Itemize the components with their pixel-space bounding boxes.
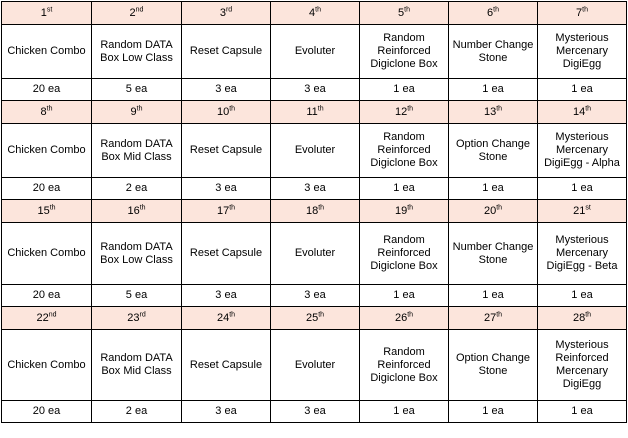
day-ordinal-suffix: th: [318, 310, 325, 318]
day-number-cell: [538, 307, 627, 330]
day-number-cell: [2, 2, 92, 25]
day-number-cell: [360, 307, 449, 330]
reward-quantity: 3 ea: [271, 285, 360, 307]
reward-item-name: Number Change Stone: [449, 25, 538, 79]
reward-item-name: Option Change Stone: [449, 124, 538, 178]
day-number: 17: [216, 204, 230, 217]
day-number: 9: [130, 105, 137, 118]
reward-item-name: Random Reinforced Digiclone Box: [360, 330, 449, 401]
reward-item-name: Evoluter: [271, 330, 360, 401]
day-ordinal-suffix: st: [585, 203, 591, 211]
day-number: 20: [483, 204, 497, 217]
day-number-cell: [538, 101, 627, 124]
day-number: 11: [306, 105, 318, 118]
day-ordinal-suffix: th: [585, 310, 592, 318]
reward-item-name: Random DATA Box Low Class: [92, 25, 182, 79]
reward-item-row: [2, 223, 627, 285]
day-ordinal-suffix: th: [229, 104, 236, 112]
reward-quantity-row: [2, 178, 627, 200]
reward-calendar: [1, 1, 627, 423]
day-number-cell: [271, 2, 360, 25]
reward-quantity: 20 ea: [2, 285, 92, 307]
day-number: 7: [576, 6, 583, 19]
day-number: 15: [37, 204, 50, 217]
day-ordinal-suffix: th: [315, 5, 321, 13]
reward-quantity: 20 ea: [2, 178, 92, 200]
day-number: 4: [309, 6, 316, 19]
day-number-row: [2, 307, 627, 330]
day-number: 13: [483, 105, 497, 118]
day-number-cell: [182, 200, 271, 223]
day-number: 24: [216, 311, 230, 324]
reward-item-row: [2, 124, 627, 178]
day-number-cell: [538, 200, 627, 223]
day-ordinal-suffix: th: [46, 104, 53, 112]
reward-item-name: Chicken Combo: [2, 124, 92, 178]
day-number-row: [2, 101, 627, 124]
day-number-cell: [360, 101, 449, 124]
reward-item-row: [2, 25, 627, 79]
day-number-cell: [92, 200, 182, 223]
day-number: 14: [572, 105, 586, 118]
day-ordinal-suffix: th: [496, 203, 503, 211]
reward-quantity: 1 ea: [360, 178, 449, 200]
reward-item-name: Random Reinforced Digiclone Box: [360, 25, 449, 79]
reward-item-name: Number Change Stone: [449, 223, 538, 285]
reward-item-row: [2, 330, 627, 401]
day-ordinal-suffix: th: [229, 203, 236, 211]
day-ordinal-suffix: nd: [135, 5, 144, 13]
reward-quantity: 3 ea: [271, 178, 360, 200]
day-ordinal-suffix: th: [139, 203, 146, 211]
reward-quantity: 3 ea: [182, 401, 271, 423]
reward-item-name: Mysterious Reinforced Mercenary DigiEgg: [538, 330, 627, 401]
day-number-cell: [360, 200, 449, 223]
reward-item-name: Reset Capsule: [182, 223, 271, 285]
day-number-cell: [449, 200, 538, 223]
reward-quantity: 20 ea: [2, 79, 92, 101]
day-number: 16: [127, 204, 140, 217]
day-number-cell: [92, 101, 182, 124]
day-number: 8: [40, 105, 47, 118]
day-ordinal-suffix: th: [496, 310, 503, 318]
reward-item-name: Mysterious Mercenary DigiEgg - Beta: [538, 223, 627, 285]
day-number-cell: [271, 200, 360, 223]
day-ordinal-suffix: th: [585, 104, 592, 112]
reward-quantity: 1 ea: [449, 285, 538, 307]
day-ordinal-suffix: th: [407, 203, 414, 211]
reward-quantity: 3 ea: [271, 401, 360, 423]
reward-quantity: 1 ea: [360, 79, 449, 101]
day-number-row: [2, 2, 627, 25]
day-number-row: [2, 200, 627, 223]
day-ordinal-suffix: th: [407, 104, 414, 112]
day-number-cell: [449, 2, 538, 25]
table-body: [2, 2, 627, 423]
day-number-cell: [449, 101, 538, 124]
day-number: 26: [394, 311, 408, 324]
day-number-cell: [92, 307, 182, 330]
day-ordinal-suffix: th: [582, 5, 588, 13]
day-ordinal-suffix: nd: [48, 310, 57, 318]
day-number-cell: [2, 307, 92, 330]
reward-quantity-row: [2, 285, 627, 307]
day-number: 10: [216, 105, 230, 118]
reward-quantity: 1 ea: [538, 79, 627, 101]
reward-quantity: 1 ea: [538, 285, 627, 307]
reward-quantity: 1 ea: [538, 401, 627, 423]
reward-quantity: 2 ea: [92, 401, 182, 423]
day-number-cell: [182, 2, 271, 25]
reward-item-name: Mysterious Mercenary DigiEgg: [538, 25, 627, 79]
day-number: 18: [305, 204, 319, 217]
day-ordinal-suffix: th: [318, 203, 325, 211]
day-ordinal-suffix: th: [493, 5, 499, 13]
reward-item-name: Evoluter: [271, 223, 360, 285]
day-number: 27: [483, 311, 497, 324]
day-number-cell: [92, 2, 182, 25]
reward-item-name: Random DATA Box Mid Class: [92, 124, 182, 178]
day-ordinal-suffix: th: [49, 203, 56, 211]
day-number-cell: [182, 101, 271, 124]
day-ordinal-suffix: th: [496, 104, 503, 112]
reward-quantity-row: [2, 401, 627, 423]
day-ordinal-suffix: th: [404, 5, 410, 13]
reward-quantity: 1 ea: [538, 178, 627, 200]
day-number: 19: [394, 204, 408, 217]
day-number-cell: [2, 101, 92, 124]
reward-quantity: 5 ea: [92, 79, 182, 101]
reward-item-name: Mysterious Mercenary DigiEgg - Alpha: [538, 124, 627, 178]
day-number: 28: [572, 311, 586, 324]
reward-quantity: 3 ea: [271, 79, 360, 101]
day-ordinal-suffix: st: [46, 5, 53, 13]
reward-quantity: 1 ea: [449, 178, 538, 200]
day-ordinal-suffix: rd: [225, 5, 233, 13]
day-ordinal-suffix: th: [407, 310, 414, 318]
day-number-cell: [271, 307, 360, 330]
reward-quantity: 3 ea: [182, 79, 271, 101]
reward-item-name: Random DATA Box Low Class: [92, 223, 182, 285]
reward-item-name: Reset Capsule: [182, 124, 271, 178]
day-number-cell: [271, 101, 360, 124]
reward-quantity: 1 ea: [360, 285, 449, 307]
reward-item-name: Chicken Combo: [2, 25, 92, 79]
day-number-cell: [360, 2, 449, 25]
reward-item-name: Random Reinforced Digiclone Box: [360, 124, 449, 178]
day-ordinal-suffix: th: [136, 104, 143, 112]
day-number-cell: [449, 307, 538, 330]
reward-quantity: 1 ea: [449, 79, 538, 101]
reward-quantity: 3 ea: [182, 285, 271, 307]
reward-quantity-row: [2, 79, 627, 101]
day-number: 5: [398, 6, 405, 19]
day-number: 1: [40, 6, 47, 19]
day-ordinal-suffix: th: [317, 104, 324, 112]
reward-item-name: Random Reinforced Digiclone Box: [360, 223, 449, 285]
reward-quantity: 3 ea: [182, 178, 271, 200]
day-number-cell: [2, 200, 92, 223]
reward-item-name: Option Change Stone: [449, 330, 538, 401]
day-number: 22: [36, 311, 49, 324]
day-number: 6: [487, 6, 494, 19]
attendance-reward-table: [1, 1, 627, 423]
reward-quantity: 20 ea: [2, 401, 92, 423]
day-number: 2: [129, 6, 136, 19]
reward-quantity: 1 ea: [449, 401, 538, 423]
reward-quantity: 1 ea: [360, 401, 449, 423]
reward-item-name: Reset Capsule: [182, 25, 271, 79]
day-number-cell: [538, 2, 627, 25]
day-number: 23: [127, 311, 140, 324]
reward-item-name: Random DATA Box Mid Class: [92, 330, 182, 401]
day-number: 3: [219, 6, 226, 19]
reward-item-name: Evoluter: [271, 25, 360, 79]
day-number: 12: [394, 105, 408, 118]
reward-quantity: 5 ea: [92, 285, 182, 307]
day-number-cell: [182, 307, 271, 330]
day-number: 21: [573, 204, 586, 217]
reward-item-name: Reset Capsule: [182, 330, 271, 401]
reward-item-name: Evoluter: [271, 124, 360, 178]
day-ordinal-suffix: rd: [139, 310, 146, 318]
reward-quantity: 2 ea: [92, 178, 182, 200]
day-ordinal-suffix: th: [229, 310, 236, 318]
reward-item-name: Chicken Combo: [2, 223, 92, 285]
reward-item-name: Chicken Combo: [2, 330, 92, 401]
day-number: 25: [305, 311, 319, 324]
